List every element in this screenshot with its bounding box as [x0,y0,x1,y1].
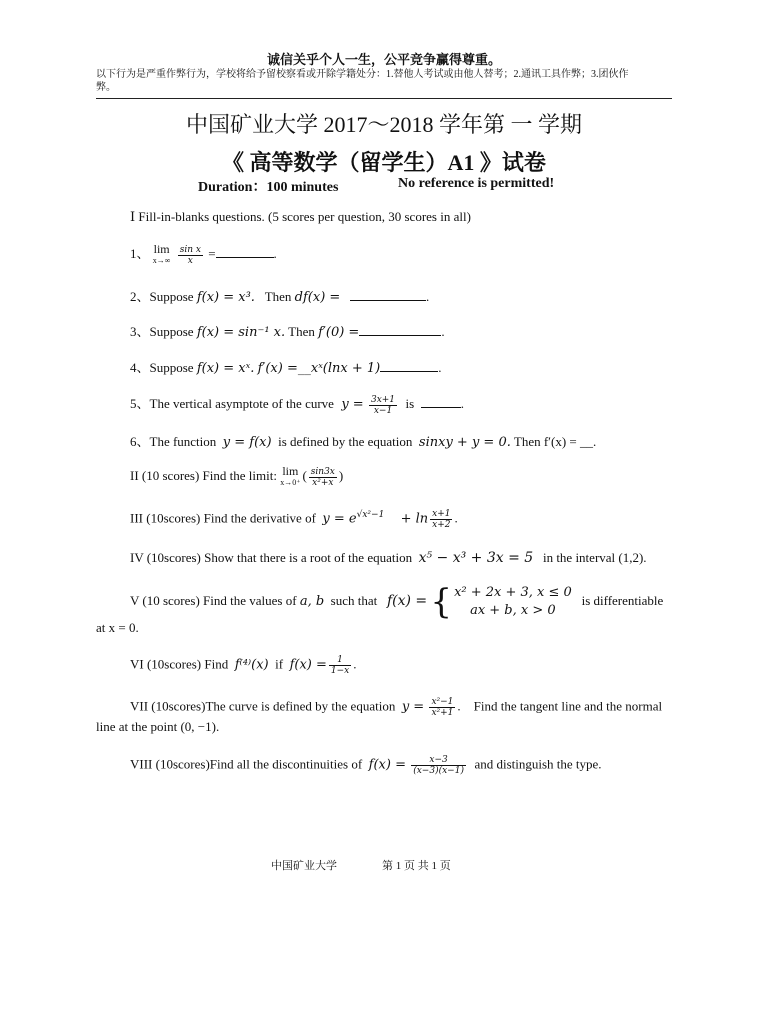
question-iii: III (10scores) Find the derivative of $y = e^{√x^2-1}$ + ln $\frac{x+1}{x+2}$ . [130,509,458,530]
warning-line-1: 以下行为是严重作弊行为，学校将给予留校察看或开除学籍处分：1.替他人考试或由他人替考；2.通讯工具作弊；3.团伙作 [96,69,629,80]
question-5: 5、The vertical asymptote of the curve y = $\frac{3x+1}{x-1}$ is . [130,394,464,416]
q2-expr2: df(x) = [294,290,341,305]
q2-then: Then [264,289,292,304]
q3-expr2: f′(0) = [318,325,360,340]
q4-expr: f(x) = xˣ. [196,361,255,376]
q5-fraction: $\frac{3x+1}{x-1}$ [370,394,396,416]
reference-note: No reference is permitted! [398,176,555,191]
footer-page-number: 第 1 页 共 1 页 [382,860,451,872]
q1-limit: lim x→∞ [152,242,171,266]
question-v [130,584,663,620]
question-6 [130,431,596,450]
question-viii [130,755,602,776]
q4-label: 4、Suppose [130,360,194,375]
duration: Duration：100 minutes [198,180,339,195]
q-vii-fraction: $\frac{\text{x²−1}}{\text{x²+1}}$ [431,697,454,718]
q-iv-interval: in the interval (1,2). [542,550,647,565]
q3-then: Then [288,324,315,339]
q-viii-label: VIII (10scores)Find all the discontinuities of [130,756,363,772]
course-title: 《 高等数学（留学生）A1 》试卷 [222,150,546,175]
integrity-motto: 诚信关乎个人一生，公平竞争赢得尊重。 [266,52,501,67]
q1-number: 1、 [130,246,150,261]
q-vi-fraction: $\frac{1}{1-x}$ [330,655,350,676]
question-vii: VII (10scores)The curve is defined by the equation y = $\frac{\text{x²−1}}{\text{x²+1}}$ . Find the tangent line and the normal [130,697,663,718]
q-ii-fraction: $\frac{\sin 3x}{\text{x²+x}}$ [310,466,335,488]
question-2: 2、Suppose f(x) = x³. Then df(x) = . [130,289,430,305]
question-ii: II (10 scores) Find the limit: lim x→0⁺ ( $\frac{\sin 3x}{\text{x²+x}}$ ) [130,464,344,488]
q4-answer-blank[interactable] [380,371,438,372]
q6-label: 6、The function [130,434,217,449]
exam-warning [96,68,629,94]
q6-equation: sinxy + y = 0. [418,435,511,450]
question-4: 4、Suppose f(x) = xˣ. f′(x) =__xˣ(lnx + 1) . [130,360,442,376]
section-1-heading: Ⅰ Fill-in-blanks questions. (5 scores per question, 30 scores in all) [130,209,471,224]
q-vi-expr: f⁽⁴⁾(x) [234,657,269,673]
q-iii-label: III (10scores) Find the derivative of [130,510,316,526]
q-v-such: such that [330,592,378,608]
q-viii-tail: and distinguish the type. [474,756,602,772]
q5-label: 5、The vertical asymptote of the curve [130,396,334,411]
q3-label: 3、Suppose [130,324,194,339]
question-vi: VI (10scores) Find f⁽⁴⁾(x) if f(x) = $\frac{1}{1-x}$ . [130,655,357,676]
q-iii-expr-b: + ln [400,511,429,527]
q-vii-line-2: line at the point (0, −1). [96,719,220,734]
q1-answer-blank[interactable] [216,257,274,258]
question-1: 1、 lim x→∞ $\frac{\text{sin x}}{x}$ = . [130,242,277,266]
q1-fraction: $\frac{\text{sin x}}{x}$ [179,244,201,266]
q-v-case-2: ax + b, x > 0 [470,603,556,618]
piecewise-brace: { [430,582,453,622]
q-v-tail: is differentiable [581,592,664,608]
q-viii-fx: f(x) = [368,757,406,773]
q-iv-label: IV (10scores) Show that there is a root of the equation [130,550,413,565]
q-v-vars: a, b [299,593,325,609]
q-vi-label: VI (10scores) Find [130,656,229,672]
q-vi-fx: f(x) = [289,657,327,673]
q-vi-if: if [275,656,284,672]
q5-is: is [405,396,415,411]
exam-title: 中国矿业大学 2017～2018 学年第 一 学期 [185,112,582,137]
q-ii-limit: lim x→0⁺ [280,464,301,487]
q5-answer-blank[interactable] [421,407,461,408]
q-vii-label: VII (10scores)The curve is defined by the equation [130,698,396,714]
q-v-label: V (10 scores) Find the values of [130,592,297,608]
q-v-case-1: x² + 2x + 3, x ≤ 0 [454,585,572,600]
warning-line-2: 弊。 [96,82,116,93]
q-iii-exponent: √x²−1 [356,510,385,521]
q-iv-equation: x⁵ − x³ + 3x = 5 [418,550,534,566]
q6-then: Then [513,434,541,449]
q-iii-fraction: $\frac{x+1}{x+2}$ [432,509,451,530]
header-divider [96,98,672,99]
q-iii-expr-a: y = e [322,511,357,527]
q-v-fx: f(x) = [386,592,428,609]
question-3: 3、Suppose f(x) = sin⁻¹ x. Then f′(0) = . [130,324,445,340]
q6-expr: y = f(x) [222,435,272,450]
q2-expr: f(x) = x³. [196,290,255,305]
q-vii-tail: Find the tangent line and the normal [473,698,663,714]
q-v-cases [454,584,572,620]
q2-label: 2、Suppose [130,289,194,304]
footer-school: 中国矿业大学 [271,860,337,872]
q-v-line-2: at x = 0. [96,620,139,635]
q3-answer-blank[interactable] [359,335,441,336]
q-ii-label: II (10 scores) Find the limit: [130,467,277,483]
q2-answer-blank[interactable] [350,300,426,301]
q4-expr2: f′(x) =__xˣ(lnx + 1) [257,361,381,376]
q-viii-fraction: $\frac{x-3}{(x-3)(x-1)}$ [413,755,464,776]
q-vii-y: y = [401,699,425,715]
q6-answer: f′(x) = __. [543,434,597,449]
q3-expr: f(x) = sin⁻¹ x. [196,325,286,340]
q6-mid: is defined by the equation [278,434,413,449]
question-iv [130,550,647,566]
